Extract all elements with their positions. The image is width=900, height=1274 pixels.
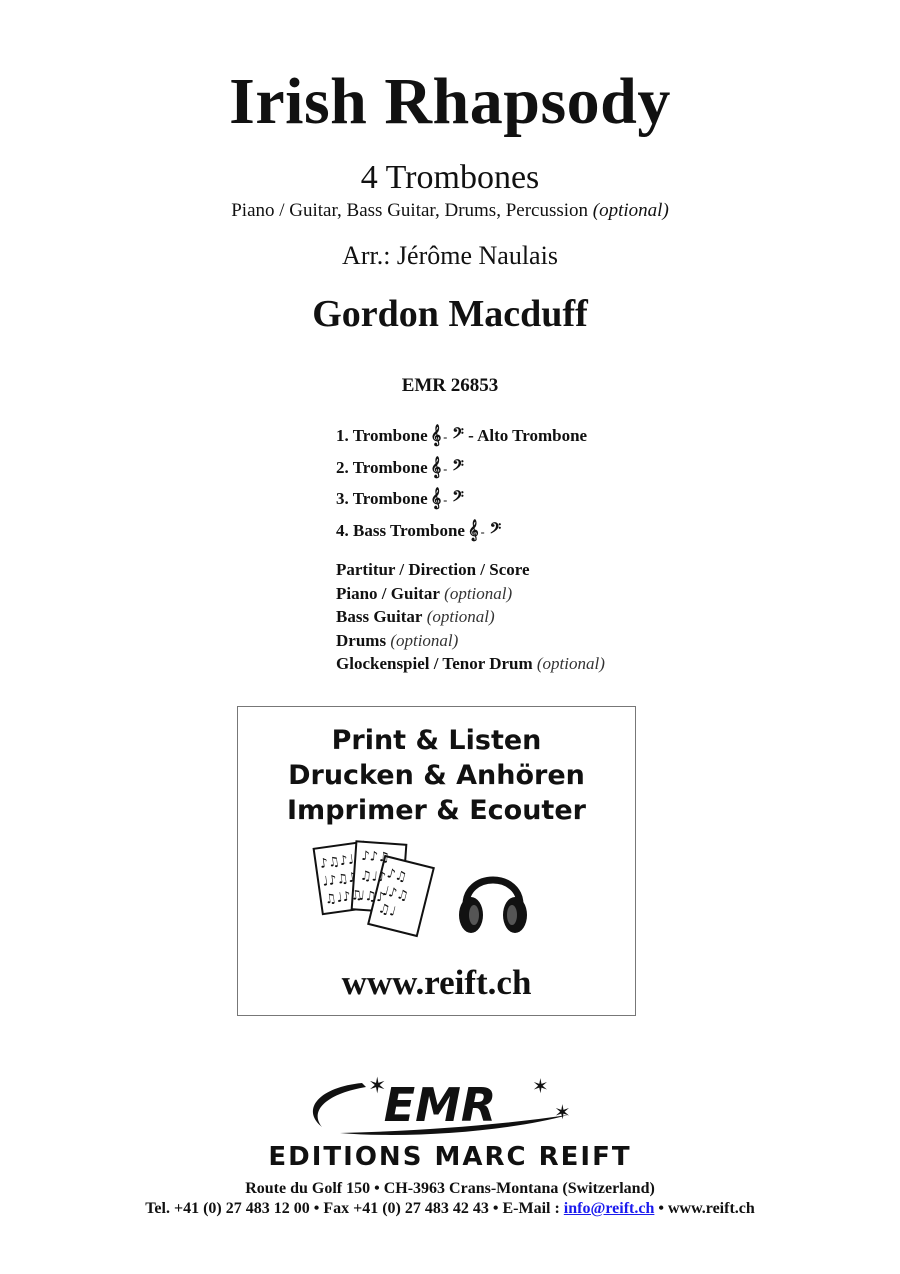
extra-optional: (optional)	[390, 630, 459, 650]
svg-text:♪♫♪♩: ♪♫♪♩	[318, 852, 356, 873]
logo-text: EMR	[383, 1078, 497, 1132]
part-extra: - Alto Trombone	[468, 426, 588, 445]
treble-clef-icon: 𝄞	[430, 488, 442, 508]
promo-url[interactable]: www.reift.ch	[341, 963, 532, 1002]
composer: Gordon Macduff	[312, 293, 588, 335]
promo-line-german: Drucken & Anhören	[288, 760, 585, 791]
publisher-name: EDITIONS MARC REIFT	[268, 1142, 632, 1172]
sheet-music-icon	[310, 837, 440, 947]
treble-clef-icon: 𝄞	[430, 456, 442, 477]
part-row	[336, 421, 587, 453]
accompaniment-line	[0, 199, 900, 223]
extra-row	[336, 629, 605, 653]
print-listen-box	[237, 706, 636, 1016]
extra-row	[336, 652, 605, 676]
part-label: 3. Trombone	[336, 489, 428, 508]
contact-suffix: • www.reift.ch	[654, 1200, 755, 1217]
extra-optional: (optional)	[426, 607, 495, 627]
part-label: 1. Trombone	[336, 426, 428, 445]
extra-label: Piano / Guitar	[336, 583, 440, 603]
extra-optional: (optional)	[444, 583, 513, 603]
promo-line-english: Print & Listen	[331, 725, 542, 756]
clef-separator: -	[443, 493, 448, 507]
part-label: 4. Bass Trombone	[336, 520, 465, 540]
page-title: Irish Rhapsody	[229, 65, 671, 138]
svg-text:♩♪♫: ♩♪♫	[380, 883, 410, 905]
part-label: 2. Trombone	[336, 457, 428, 477]
extra-label: Partitur / Direction / Score	[336, 560, 530, 579]
svg-text:♪♫: ♪♫	[385, 866, 409, 886]
extra-label: Bass Guitar	[336, 607, 423, 627]
publisher-contact	[0, 1199, 900, 1219]
instrumentation: 4 Trombones	[360, 159, 540, 196]
parts-list	[336, 421, 587, 547]
publisher-address: Route du Golf 150 • CH-3963 Crans-Montana (Switzerland)	[245, 1180, 655, 1197]
extras-list	[336, 558, 605, 676]
clef-separator: -	[480, 524, 485, 539]
arranger: Arr.: Jérôme Naulais	[342, 241, 558, 270]
svg-text:♩♪♫♪: ♩♪♫♪	[321, 870, 358, 890]
svg-text:♫♩♪♫: ♫♩♪♫	[323, 887, 364, 908]
star-icon: ✶	[532, 1075, 549, 1098]
extra-label: Drums	[336, 630, 387, 650]
part-row	[336, 516, 587, 548]
headphones-icon	[456, 857, 530, 939]
clef-separator: -	[443, 461, 448, 476]
accompaniment-text: Piano / Guitar, Bass Guitar, Drums, Percussion	[231, 200, 589, 221]
treble-clef-icon: 𝄞	[430, 425, 442, 445]
bass-clef-icon: 𝄢	[489, 519, 502, 540]
accompaniment-optional: (optional)	[592, 200, 669, 221]
svg-text:♫♩♪: ♫♩♪	[359, 868, 387, 886]
part-row	[336, 453, 587, 485]
promo-line-french: Imprimer & Ecouter	[287, 795, 586, 826]
part-row	[336, 484, 587, 516]
email-link[interactable]: info@reift.ch	[563, 1200, 655, 1217]
treble-clef-icon: 𝄞	[467, 519, 479, 540]
extra-row	[336, 582, 605, 606]
star-icon: ✶	[368, 1075, 387, 1099]
svg-text:♪♪♫: ♪♪♫	[360, 848, 391, 866]
svg-text:♫♩: ♫♩	[376, 901, 398, 920]
emr-logo	[300, 1075, 580, 1137]
star-icon: ✶	[554, 1100, 571, 1124]
svg-text:♩♫♪: ♩♫♪	[358, 888, 386, 906]
catalog-number: EMR 26853	[401, 375, 499, 396]
bass-clef-icon: 𝄢	[452, 488, 464, 508]
contact-prefix: Tel. +41 (0) 27 483 12 00 • Fax +41 (0) 27 483 42 43 • E-Mail :	[145, 1200, 564, 1217]
extra-label: Glockenspiel / Tenor Drum	[336, 654, 533, 674]
bass-clef-icon: 𝄢	[452, 425, 464, 445]
extra-row	[336, 605, 605, 629]
bass-clef-icon: 𝄢	[452, 456, 464, 477]
clef-separator: -	[443, 430, 448, 444]
extra-row	[336, 558, 605, 582]
extra-optional: (optional)	[536, 654, 605, 674]
